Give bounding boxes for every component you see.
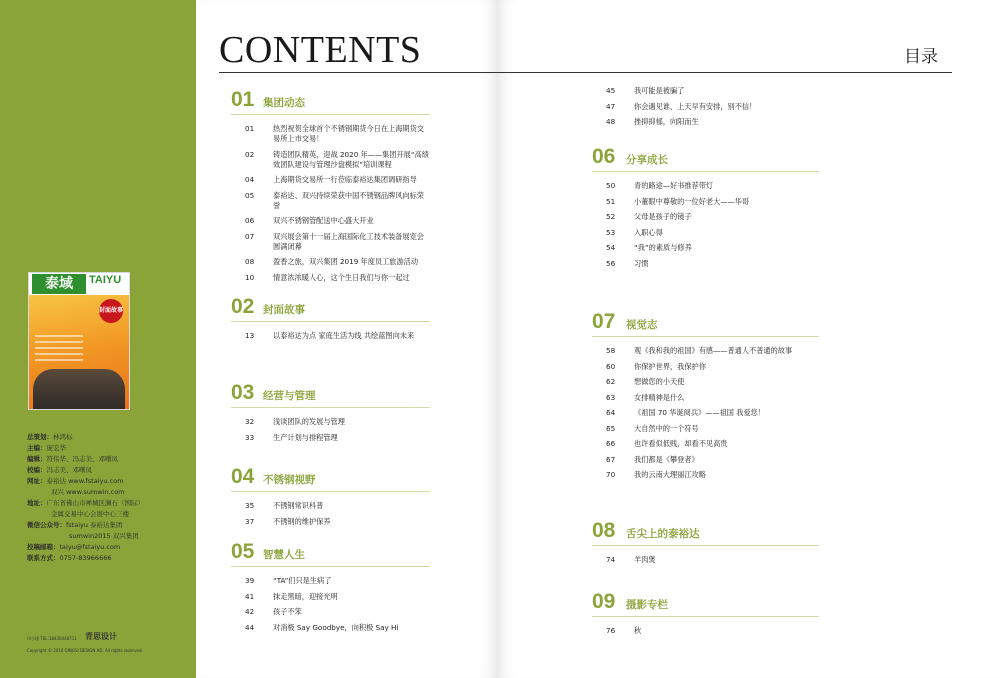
entry-title: 观《我和我的祖国》有感——普通人不普通的故事 — [634, 346, 793, 355]
section-number: 09 — [592, 590, 616, 613]
section-rule — [231, 114, 430, 115]
section-rule — [231, 321, 430, 322]
entry-page-number: 06 — [245, 216, 255, 225]
entry-page-number: 58 — [606, 346, 616, 355]
entry-page-number: 44 — [245, 622, 255, 632]
section-number: 06 — [592, 145, 616, 168]
toc-entry[interactable] — [606, 243, 822, 253]
section-rule — [592, 336, 819, 337]
entry-page-number: 60 — [606, 361, 616, 371]
toc-entry[interactable] — [245, 175, 431, 185]
entry-title: 大自然中的一个符号 — [634, 423, 699, 433]
credit-row — [27, 454, 192, 465]
toc-entry[interactable] — [606, 439, 822, 449]
entry-page-number: 51 — [606, 196, 616, 206]
section-rule — [592, 171, 819, 172]
section-header — [592, 310, 822, 334]
entry-title: 泰裕达、双兴持续荣获中国不锈钢品牌风向标荣誉 — [273, 190, 424, 210]
section-entries — [606, 346, 822, 486]
section-header — [231, 295, 431, 319]
footer-brand: 青思设计 — [85, 632, 117, 641]
footer — [27, 632, 192, 654]
section-number: 07 — [592, 310, 616, 333]
section-title[interactable]: 不锈钢视野 — [263, 474, 316, 486]
toc-entry[interactable] — [245, 576, 431, 586]
credit-value: 冯志美、邓曙凤 — [46, 466, 92, 474]
section-entries — [606, 626, 822, 642]
entry-page-number: 37 — [245, 516, 255, 526]
entry-page-number: 32 — [245, 417, 255, 426]
entry-title: 入职心得 — [634, 227, 663, 237]
footer-contact: 印小楼 TEL:18436448711 — [27, 636, 77, 641]
section-entries — [245, 124, 431, 288]
entry-page-number: 65 — [606, 423, 616, 433]
contents-title: CONTENTS — [219, 29, 422, 71]
section-title[interactable]: 经营与管理 — [263, 390, 316, 402]
section-header — [231, 88, 431, 112]
cover-logo-en: TAIYU — [89, 274, 122, 286]
entry-page-number: 33 — [245, 432, 255, 442]
toc-entry[interactable] — [606, 362, 822, 372]
entry-title: 双兴展会第十一届上海国际化工技术装备展览会圆满闭幕 — [273, 231, 424, 251]
toc-entry[interactable] — [606, 181, 822, 191]
entry-page-number: 13 — [245, 331, 255, 340]
credit-row — [27, 443, 192, 454]
section-entries — [606, 181, 822, 274]
credit-row — [27, 432, 192, 443]
entry-title: 生产计划与排程管理 — [273, 432, 338, 442]
header-rule — [219, 72, 952, 73]
section-entries — [245, 331, 431, 347]
entry-page-number: 02 — [245, 149, 255, 159]
credit-row — [27, 520, 192, 531]
section-header — [231, 381, 431, 405]
cover-decoration — [35, 331, 83, 371]
credit-value: 庞宏华 — [46, 444, 66, 452]
section-number: 03 — [231, 381, 255, 404]
toc-entry[interactable] — [606, 228, 822, 238]
credit-label: 微信公众号： — [27, 521, 66, 529]
entry-title: 不锈钢常识科普 — [273, 501, 324, 510]
entry-page-number: 48 — [606, 117, 616, 126]
entry-page-number: 54 — [606, 243, 616, 252]
entry-page-number: 53 — [606, 227, 616, 237]
entry-page-number: 41 — [245, 591, 255, 601]
section-entries — [606, 555, 822, 571]
entry-page-number: 42 — [245, 607, 255, 616]
entry-title: 上海期货交易所一行莅临泰裕达集团调研指导 — [273, 175, 417, 184]
toc-section — [592, 310, 822, 479]
credit-row — [27, 509, 192, 520]
section-entries — [245, 576, 431, 638]
toc-entry[interactable] — [245, 417, 431, 427]
credit-value: sumwin2015 双兴集团 — [69, 532, 139, 540]
credit-row — [27, 498, 192, 509]
credit-label: 编辑： — [27, 455, 47, 463]
section-title[interactable]: 舌尖上的泰裕达 — [626, 528, 700, 540]
section-title[interactable]: 集团动态 — [263, 97, 305, 109]
credit-label: 投稿邮箱： — [27, 543, 60, 551]
cover-photo — [33, 369, 125, 409]
section-entries — [606, 86, 822, 133]
cover-artwork — [29, 295, 129, 409]
entry-title: 也许看似低贱，却看不见高贵 — [634, 439, 728, 448]
toc-section — [231, 381, 431, 442]
toc-entry[interactable] — [606, 197, 822, 207]
toc-entry[interactable] — [245, 273, 431, 283]
entry-title: 不锈钢的维护保养 — [273, 516, 331, 526]
entry-title: 我的云南大理丽江攻略 — [634, 470, 706, 479]
section-number: 05 — [231, 540, 255, 563]
toc-section — [231, 540, 431, 632]
toc-entry[interactable] — [245, 623, 431, 633]
section-number: 02 — [231, 295, 255, 318]
entry-page-number: 74 — [606, 555, 616, 564]
entry-page-number: 50 — [606, 181, 616, 190]
section-title[interactable]: 视觉志 — [626, 319, 658, 331]
entry-title: 挫抑抑郁，向阳而生 — [634, 117, 699, 126]
entry-page-number: 70 — [606, 470, 616, 479]
credit-label: 主编： — [27, 444, 47, 452]
entry-page-number: 56 — [606, 258, 616, 268]
entry-page-number: 35 — [245, 501, 255, 510]
entry-title: 我们都是《攀登者》 — [634, 454, 699, 464]
entry-page-number: 07 — [245, 231, 255, 241]
toc-entry[interactable] — [245, 150, 431, 170]
toc-entry[interactable] — [245, 257, 431, 267]
section-rule — [592, 545, 819, 546]
credit-value: 广东省佛山市禅城区澜石（国际） — [46, 499, 144, 507]
section-rule — [231, 407, 430, 408]
magazine-cover — [28, 272, 130, 410]
section-rule — [592, 616, 819, 617]
entry-page-number: 39 — [245, 576, 255, 585]
section-header — [231, 465, 431, 489]
toc-entry[interactable] — [606, 377, 822, 387]
credit-value: taiyu@fstaiyu.com — [59, 543, 121, 551]
entry-title: 情意浓浓暖人心，这个生日我们与你一起过 — [273, 272, 410, 282]
toc-entry[interactable] — [606, 102, 822, 112]
toc-entry[interactable] — [245, 216, 431, 226]
entry-title: “我”的素质与修养 — [634, 243, 692, 252]
credit-label: 联系方式： — [27, 554, 60, 562]
section-header — [592, 145, 822, 169]
section-header — [592, 519, 822, 543]
entry-page-number: 01 — [245, 124, 255, 133]
toc-entry[interactable] — [606, 393, 822, 403]
entry-title: 羊肉煲 — [634, 555, 656, 564]
credit-label: 网址： — [27, 477, 47, 485]
toc-entry[interactable] — [606, 346, 822, 356]
entry-title: 你保护世界，我保护你 — [634, 361, 706, 371]
credit-row — [27, 465, 192, 476]
entry-page-number: 47 — [606, 101, 616, 111]
section-title[interactable]: 摄影专栏 — [626, 599, 668, 611]
toc-entry[interactable] — [245, 517, 431, 527]
entry-page-number: 04 — [245, 175, 255, 184]
entry-title: 孩子不笨 — [273, 607, 302, 616]
credit-row — [27, 487, 192, 498]
toc-entry[interactable] — [245, 501, 431, 511]
credit-value: 林鸿标 — [53, 433, 73, 441]
entry-title: 想做您的小天使 — [634, 377, 685, 386]
toc-entry[interactable] — [245, 191, 431, 211]
entry-title: 青的路途—好书推荐带灯 — [634, 181, 714, 190]
footer-copyright: Copyright © 2010 QINGSI DESIGN AD. All rights reserved. — [27, 648, 143, 653]
entry-title: 父母是孩子的镜子 — [634, 212, 692, 221]
toc-section — [231, 88, 431, 282]
toc-entry[interactable] — [245, 592, 431, 602]
entry-title: 小董眼中尊敬的一位好老大——华哥 — [634, 196, 750, 206]
section-number: 08 — [592, 519, 616, 542]
entry-title: 对消极 Say Goodbye，向积极 Say Hi — [273, 622, 399, 632]
credit-row — [27, 531, 192, 542]
toc-entry[interactable] — [606, 259, 822, 269]
toc-section — [231, 465, 431, 526]
toc-section — [592, 145, 822, 268]
entry-title: 浅谈团队的发展与管理 — [273, 417, 345, 426]
credit-value: 双兴 www.sumwin.com — [51, 488, 125, 496]
toc-entry[interactable] — [606, 86, 822, 96]
section-rule — [231, 566, 430, 567]
entry-page-number: 64 — [606, 408, 616, 417]
section-title[interactable]: 分享成长 — [626, 154, 668, 166]
entry-title: 秋 — [634, 626, 642, 635]
entry-title: 铸造团队精英，迎战 2020 年——集团开展“高绩效团队建设与管理沙盘模拟”培训课程 — [273, 149, 429, 169]
entry-title: 抹走黑暗，迎接光明 — [273, 591, 338, 601]
entry-page-number: 66 — [606, 439, 616, 448]
section-header — [231, 540, 431, 564]
credit-label: 地址： — [27, 499, 47, 507]
credit-row — [27, 542, 192, 553]
toc-entry[interactable] — [606, 117, 822, 127]
section-entries — [245, 501, 431, 532]
credit-label: 总策划： — [27, 433, 53, 441]
credit-label: 校编： — [27, 466, 47, 474]
toc-section — [592, 590, 822, 635]
toc-entry[interactable] — [606, 424, 822, 434]
entry-page-number: 52 — [606, 212, 616, 221]
credit-row — [27, 553, 192, 564]
toc-entry[interactable] — [245, 607, 431, 617]
cover-masthead — [29, 273, 129, 295]
section-number: 01 — [231, 88, 255, 111]
section-entries — [245, 417, 431, 448]
toc-entry[interactable] — [245, 232, 431, 252]
entry-title: 热烈祝贺全球首个不锈钢期货今日在上海期货交易所上市交易！ — [273, 124, 424, 143]
entry-page-number: 67 — [606, 454, 616, 464]
toc-section — [592, 519, 822, 564]
section-rule — [231, 491, 430, 492]
entry-title: 我可能是被骗了 — [634, 86, 685, 95]
credit-row — [27, 476, 192, 487]
entry-title: 女排精神是什么 — [634, 392, 685, 402]
credit-value: 0757-83966666 — [59, 554, 112, 562]
credit-value: fstaiyu 泰裕达集团 — [66, 521, 123, 529]
toc-section — [231, 295, 431, 340]
entry-page-number: 62 — [606, 377, 616, 386]
entry-page-number: 05 — [245, 190, 255, 200]
entry-title: 盈香之旅，双兴集团 2019 年度员工旅游活动 — [273, 257, 419, 266]
cover-badge: 封面故事 — [99, 299, 123, 323]
entry-title: 双兴不锈钢管配送中心盛大开业 — [273, 216, 374, 225]
section-title[interactable]: 智慧人生 — [263, 549, 305, 561]
toc-entry[interactable] — [606, 555, 822, 565]
toc-entry[interactable] — [606, 455, 822, 465]
entry-title: “TA”们只是生病了 — [273, 576, 332, 585]
section-header — [592, 590, 822, 614]
credit-value: 金属交易中心会展中心三楼 — [51, 510, 129, 518]
entry-title: 习惯 — [634, 258, 649, 268]
credit-value: 符伟华、冯志美、邓曙凤 — [46, 455, 118, 463]
entry-page-number: 63 — [606, 392, 616, 402]
cover-logo: 泰域 — [32, 274, 86, 294]
section-title[interactable]: 封面故事 — [263, 304, 305, 316]
entry-page-number: 45 — [606, 86, 616, 95]
toc-entry[interactable] — [245, 433, 431, 443]
entry-page-number: 76 — [606, 626, 616, 635]
entry-page-number: 10 — [245, 272, 255, 282]
entry-title: 《祖国 70 华诞阅兵》——祖国 我爱您！ — [634, 408, 766, 417]
toc-entry[interactable] — [245, 124, 431, 144]
entry-title: 你会遇见谁，上天早有安排，别不信！ — [634, 101, 757, 111]
toc-entry[interactable] — [245, 331, 431, 341]
entry-title: 以泰裕达为点 家庭生活为线 共绘蓝图向未来 — [273, 331, 415, 340]
credit-value: 泰裕达 www.fstaiyu.com — [46, 477, 124, 485]
credits-block — [27, 432, 192, 564]
toc-entry[interactable] — [606, 408, 822, 418]
toc-entry[interactable] — [606, 212, 822, 222]
contents-title-cn: 目录 — [904, 47, 938, 67]
section-number: 04 — [231, 465, 255, 488]
toc-entry[interactable] — [606, 470, 822, 480]
toc-entry[interactable] — [606, 626, 822, 636]
entry-page-number: 08 — [245, 257, 255, 266]
